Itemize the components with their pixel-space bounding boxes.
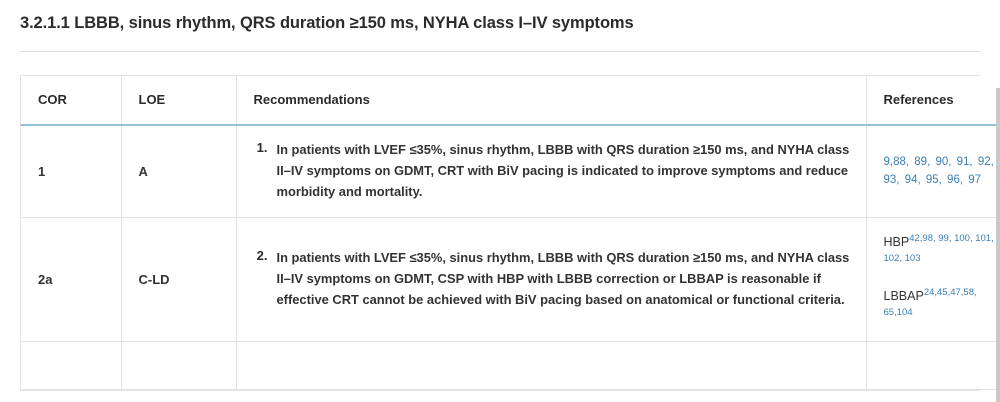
column-header-loe: LOE	[121, 76, 236, 125]
table-header-row	[21, 76, 1000, 125]
cell-recommendation	[236, 217, 866, 341]
reference-citations[interactable]: 24,45,47,58, 65,104	[883, 286, 977, 319]
cell-recommendation	[236, 341, 866, 389]
recommendation-number: 1.	[256, 140, 268, 155]
cell-loe	[121, 341, 236, 389]
cell-references	[866, 217, 1000, 341]
cell-cor: 1	[21, 125, 121, 217]
cell-cor: 2a	[21, 217, 121, 341]
recommendation-table-container	[20, 75, 994, 391]
reference-label: LBBAP	[883, 288, 924, 303]
page-title: 3.2.1.1 LBBB, sinus rhythm, QRS duration ≥150 ms, NYHA class I–IV symptoms	[20, 14, 634, 32]
recommendation-number: 2.	[256, 247, 268, 263]
column-header-references: References	[866, 76, 1000, 125]
reference-group-lbbap	[884, 286, 1000, 327]
column-header-recommendations: Recommendations	[236, 76, 866, 125]
vertical-scrollbar[interactable]	[996, 88, 1000, 402]
cell-loe: C-LD	[121, 217, 236, 341]
reference-citations[interactable]: 9,88, 89, 90, 91, 92, 93, 94, 95, 96, 97	[883, 155, 994, 187]
cell-loe: A	[121, 125, 236, 217]
recommendation-text: In patients with LVEF ≤35%, sinus rhythm, LBBB with QRS duration ≥150 ms, and NYHA class II–IV symptoms on GDMT, CSP with HBP with LBBB correction or LBBAP is reasonable if effective CRT cannot be achieved with BiV pacing based on anatomical or functional criteria.	[276, 249, 850, 307]
table-row	[21, 341, 1000, 389]
recommendation-text: In patients with LVEF ≤35%, sinus rhythm, LBBB with QRS duration ≥150 ms, and NYHA class II–IV symptoms on GDMT, CRT with BiV pacing is indicated to improve symptoms and reduce morbidity and mortality.	[276, 142, 850, 199]
reference-group	[884, 153, 1000, 190]
column-header-cor: COR	[21, 76, 121, 125]
recommendation-table	[21, 76, 1000, 390]
cell-recommendation	[236, 125, 866, 217]
table-row	[21, 217, 1000, 341]
cell-references	[866, 125, 1000, 217]
table-row	[21, 125, 1000, 217]
reference-label: HBP	[883, 234, 910, 249]
reference-group-hbp	[884, 232, 1000, 273]
reference-citations[interactable]: 42,98, 99, 100, 101, 102, 103	[883, 232, 994, 265]
horizontal-divider	[20, 51, 980, 52]
cell-references	[866, 341, 1000, 389]
cell-cor	[21, 341, 121, 389]
